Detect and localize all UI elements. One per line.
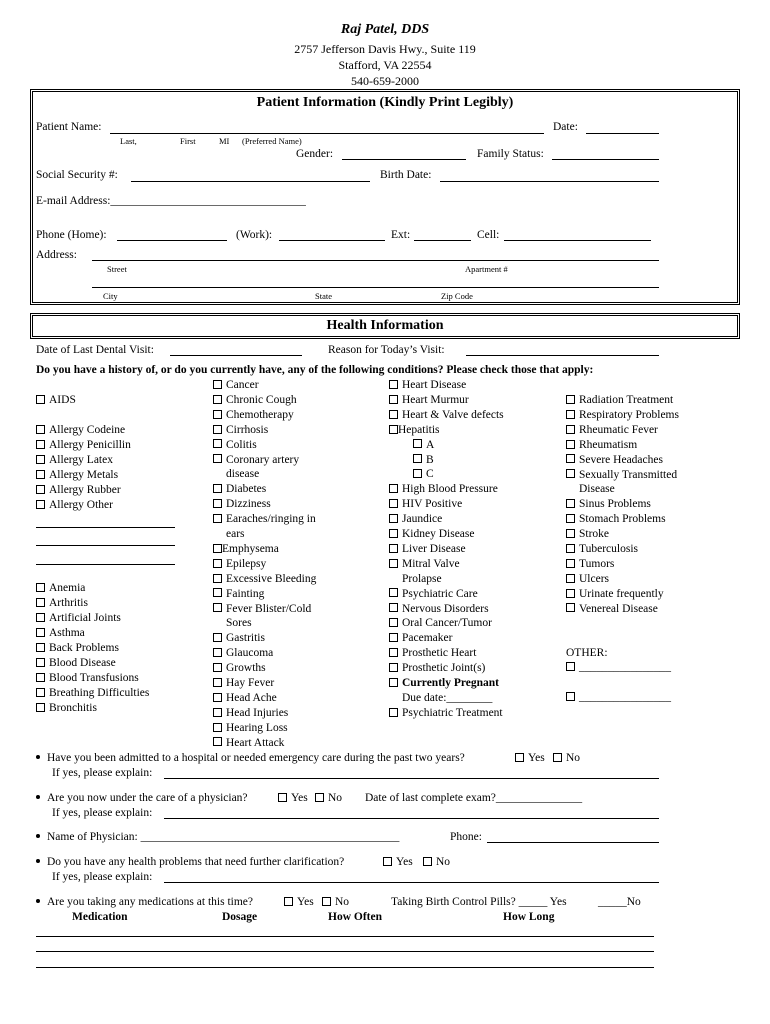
condition-stomach-problems[interactable]: Stomach Problems	[566, 513, 666, 525]
checkbox-icon[interactable]	[213, 559, 222, 568]
checkbox-icon[interactable]	[213, 648, 222, 657]
checkbox-icon[interactable]	[566, 395, 575, 404]
condition-excessive-bleeding[interactable]: Excessive Bleeding	[213, 573, 316, 585]
street-field[interactable]	[92, 260, 659, 261]
phone-work-label: (Work):	[236, 229, 273, 241]
bullet-icon	[36, 899, 40, 903]
condition-anemia[interactable]: Anemia	[36, 582, 85, 594]
checkbox-icon[interactable]	[566, 589, 575, 598]
blank-line[interactable]	[36, 527, 175, 528]
bullet-icon	[36, 859, 40, 863]
checkbox-icon[interactable]	[213, 678, 222, 687]
checkbox-icon[interactable]	[213, 633, 222, 642]
apartment-caption: Apartment #	[465, 264, 508, 274]
last-visit-label: Date of Last Dental Visit:	[36, 344, 154, 356]
bullet-icon	[36, 795, 40, 799]
checkbox-icon[interactable]	[36, 500, 45, 509]
medication-row-line[interactable]	[36, 967, 654, 968]
patient-name-field[interactable]	[110, 133, 544, 134]
checkbox-icon[interactable]	[566, 559, 575, 568]
condition-sinus-problems[interactable]: Sinus Problems	[566, 498, 651, 510]
phone-home-field[interactable]	[117, 240, 227, 241]
condition-earaches-ringing-in[interactable]: Earaches/ringing in	[213, 513, 316, 525]
condition-label-continued: Sores	[226, 617, 252, 630]
condition-fainting[interactable]: Fainting	[213, 588, 264, 600]
condition-rheumatic-fever[interactable]: Rheumatic Fever	[566, 424, 658, 436]
street-caption: Street	[107, 264, 127, 274]
question-hospital: Have you been admitted to a hospital or needed emergency care during the past two years?	[36, 752, 465, 764]
birth-date-field[interactable]	[440, 181, 659, 182]
checkbox-icon[interactable]	[566, 529, 575, 538]
condition-respiratory-problems[interactable]: Respiratory Problems	[566, 409, 679, 421]
other-label: OTHER:	[566, 647, 608, 659]
checkbox-icon[interactable]	[389, 514, 398, 523]
condition-allergy-rubber[interactable]: Allergy Rubber	[36, 484, 121, 496]
checkbox-icon[interactable]	[315, 793, 324, 802]
condition-severe-headaches[interactable]: Severe Headaches	[566, 454, 663, 466]
condition-label-continued: Prolapse	[402, 572, 442, 585]
checkbox-icon[interactable]	[36, 425, 45, 434]
patient-name-label: Patient Name:	[36, 121, 102, 133]
condition-heart-valve-defects[interactable]: Heart & Valve defects	[389, 409, 504, 421]
checkbox-icon[interactable]	[389, 410, 398, 419]
state-caption: State	[315, 291, 332, 301]
phone-home-label: Phone (Home):	[36, 229, 107, 241]
cell-field[interactable]	[504, 240, 651, 241]
address-label: Address:	[36, 249, 77, 261]
condition-hearing-loss[interactable]: Hearing Loss	[213, 722, 288, 734]
condition-back-problems[interactable]: Back Problems	[36, 642, 119, 654]
medication-header: Medication	[72, 911, 128, 923]
sub-preferred: (Preferred Name)	[242, 136, 302, 146]
reason-label: Reason for Today’s Visit:	[328, 344, 445, 356]
sub-last: Last,	[120, 136, 137, 146]
city-caption: City	[103, 291, 118, 301]
checkbox-icon[interactable]	[389, 633, 398, 642]
condition-allergy-other[interactable]: Allergy Other	[36, 499, 113, 511]
hospital-no[interactable]: No	[553, 752, 580, 764]
condition-heart-disease[interactable]: Heart Disease	[389, 379, 466, 391]
checkbox-icon[interactable]	[566, 662, 575, 671]
physician-phone-label: Phone:	[450, 831, 482, 843]
last-exam-field[interactable]: Date of last complete exam?_______________	[365, 792, 583, 804]
hospital-explain-field[interactable]	[164, 778, 659, 779]
hospital-yes[interactable]: Yes	[515, 752, 545, 764]
checkbox-icon[interactable]	[389, 499, 398, 508]
other-item-2[interactable]: ________________	[566, 691, 671, 703]
physician-no[interactable]: No	[315, 792, 342, 804]
condition-gastritis[interactable]: Gastritis	[213, 632, 265, 644]
checkbox-icon[interactable]	[389, 395, 398, 404]
ext-field[interactable]	[414, 240, 471, 241]
checkbox-icon[interactable]	[36, 658, 45, 667]
condition-stroke[interactable]: Stroke	[566, 528, 609, 540]
physician-phone-field[interactable]	[487, 842, 659, 843]
clarification-explain-label: If yes, please explain:	[52, 871, 153, 883]
condition-kidney-disease[interactable]: Kidney Disease	[389, 528, 475, 540]
checkbox-icon[interactable]	[383, 857, 392, 866]
zip-caption: Zip Code	[441, 291, 473, 301]
office-address-line1: 2757 Jefferson Davis Hwy., Suite 119	[294, 42, 476, 56]
date-field[interactable]	[586, 133, 659, 134]
condition-chronic-cough[interactable]: Chronic Cough	[213, 394, 297, 406]
condition-hiv-positive[interactable]: HIV Positive	[389, 498, 462, 510]
checkbox-icon[interactable]	[566, 425, 575, 434]
office-address-line2: Stafford, VA 22554	[338, 58, 432, 72]
checkbox-icon[interactable]	[322, 897, 331, 906]
checkbox-icon[interactable]	[566, 692, 575, 701]
checkbox-icon[interactable]	[213, 425, 222, 434]
checkbox-icon[interactable]	[566, 574, 575, 583]
condition-aids[interactable]: AIDS	[36, 394, 76, 406]
checkbox-icon[interactable]	[566, 544, 575, 553]
doctor-name: Raj Patel, DDS	[340, 22, 430, 37]
medication-row-line[interactable]	[36, 951, 654, 952]
checkbox-icon[interactable]	[36, 703, 45, 712]
checkbox-icon[interactable]	[389, 559, 398, 568]
condition-arthritis[interactable]: Arthritis	[36, 597, 88, 609]
condition-cancer[interactable]: Cancer	[213, 379, 259, 391]
checkbox-icon[interactable]	[389, 529, 398, 538]
clarification-yes[interactable]: Yes	[383, 856, 413, 868]
family-status-label: Family Status:	[477, 148, 544, 160]
condition-dizziness[interactable]: Dizziness	[213, 498, 271, 510]
condition-blood-transfusions[interactable]: Blood Transfusions	[36, 672, 139, 684]
checkbox-icon[interactable]	[553, 753, 562, 762]
condition-psychiatric-care[interactable]: Psychiatric Care	[389, 588, 478, 600]
condition-urinate-frequently[interactable]: Urinate frequently	[566, 588, 664, 600]
condition-ulcers[interactable]: Ulcers	[566, 573, 609, 585]
medication-row-line[interactable]	[36, 936, 654, 937]
gender-label: Gender:	[296, 148, 334, 160]
condition-head-injuries[interactable]: Head Injuries	[213, 707, 288, 719]
condition-chemotherapy[interactable]: Chemotherapy	[213, 409, 294, 421]
condition-hepatitis[interactable]: Hepatitis	[389, 424, 440, 436]
condition-growths[interactable]: Growths	[213, 662, 266, 674]
checkbox-icon[interactable]	[213, 514, 222, 523]
checkbox-icon[interactable]	[284, 897, 293, 906]
condition-currently-pregnant[interactable]: Currently Pregnant	[389, 677, 499, 689]
ssn-field[interactable]	[131, 181, 370, 182]
condition-fever-blister-cold[interactable]: Fever Blister/Cold	[213, 603, 311, 615]
family-status-field[interactable]	[552, 159, 659, 160]
condition-allergy-latex[interactable]: Allergy Latex	[36, 454, 113, 466]
bullet-icon	[36, 834, 40, 838]
medications-no[interactable]: No	[322, 896, 349, 908]
condition-blood-disease[interactable]: Blood Disease	[36, 657, 116, 669]
checkbox-icon[interactable]	[413, 454, 422, 463]
sub-first: First	[180, 136, 196, 146]
condition-breathing-difficulties[interactable]: Breathing Difficulties	[36, 687, 149, 699]
condition-label-continued: Disease	[579, 483, 615, 496]
checkbox-icon[interactable]	[213, 693, 222, 702]
checkbox-icon[interactable]	[389, 603, 398, 612]
patient-info-title: Patient Information (Kindly Print Legibly)	[256, 95, 514, 110]
checkbox-icon[interactable]	[389, 708, 398, 717]
checkbox-icon[interactable]	[389, 663, 398, 672]
checkbox-icon[interactable]	[389, 425, 398, 434]
checkbox-icon[interactable]	[566, 454, 575, 463]
condition-high-blood-pressure[interactable]: High Blood Pressure	[389, 483, 498, 495]
condition-allergy-codeine[interactable]: Allergy Codeine	[36, 424, 125, 436]
condition-prosthetic-joint-s[interactable]: Prosthetic Joint(s)	[389, 662, 485, 674]
question-clarification: Do you have any health problems that need further clarification?	[36, 856, 344, 868]
condition-prosthetic-heart[interactable]: Prosthetic Heart	[389, 647, 476, 659]
checkbox-icon[interactable]	[213, 737, 222, 746]
reason-field[interactable]	[466, 355, 659, 356]
checkbox-icon[interactable]	[389, 648, 398, 657]
condition-sexually-transmitted[interactable]: Sexually Transmitted	[566, 469, 677, 481]
birth-control-no-field[interactable]: _____No	[598, 896, 641, 908]
condition-jaundice[interactable]: Jaundice	[389, 513, 442, 525]
checkbox-icon[interactable]	[389, 618, 398, 627]
dosage-header: Dosage	[222, 911, 258, 923]
checkbox-icon[interactable]	[36, 598, 45, 607]
checkbox-icon[interactable]	[213, 708, 222, 717]
conditions-question: Do you have a history of, or do you currently have, any of the following conditions? Please check those that apply:	[36, 364, 594, 376]
checkbox-icon[interactable]	[423, 857, 432, 866]
condition-heart-murmur[interactable]: Heart Murmur	[389, 394, 469, 406]
condition-liver-disease[interactable]: Liver Disease	[389, 543, 466, 555]
checkbox-icon[interactable]	[36, 485, 45, 494]
physician-name-field[interactable]: Name of Physician: _____________________________________________	[36, 831, 399, 843]
ssn-label: Social Security #:	[36, 169, 118, 181]
question-medications: Are you taking any medications at this time?	[36, 896, 253, 908]
condition-label-continued: disease	[226, 468, 260, 481]
checkbox-icon[interactable]	[566, 440, 575, 449]
gender-field[interactable]	[342, 159, 466, 160]
checkbox-icon[interactable]	[213, 484, 222, 493]
physician-yes[interactable]: Yes	[278, 792, 308, 804]
checkbox-icon[interactable]	[213, 588, 222, 597]
question-physician: Are you now under the care of a physician?	[36, 792, 248, 804]
condition-bronchitis[interactable]: Bronchitis	[36, 702, 97, 714]
condition-c[interactable]: C	[413, 468, 434, 480]
physician-explain-field[interactable]	[164, 818, 659, 819]
checkbox-icon[interactable]	[566, 603, 575, 612]
checkbox-icon[interactable]	[36, 455, 45, 464]
other-item-1[interactable]: ________________	[566, 661, 671, 673]
date-label: Date:	[553, 121, 578, 133]
blank-line[interactable]	[36, 564, 175, 565]
birth-control-yes-field[interactable]: Taking Birth Control Pills? _____ Yes	[391, 896, 567, 908]
checkbox-icon[interactable]	[213, 723, 222, 732]
checkbox-icon[interactable]	[213, 499, 222, 508]
condition-venereal-disease[interactable]: Venereal Disease	[566, 603, 658, 615]
checkbox-icon[interactable]	[566, 514, 575, 523]
clarification-no[interactable]: No	[423, 856, 450, 868]
how-often-header: How Often	[328, 911, 382, 923]
clarification-explain-field[interactable]	[164, 882, 659, 883]
blank-line[interactable]	[36, 545, 175, 546]
checkbox-icon[interactable]	[36, 613, 45, 622]
condition-psychiatric-treatment[interactable]: Psychiatric Treatment	[389, 707, 503, 719]
condition-label-continued: ears	[226, 528, 245, 540]
checkbox-icon[interactable]	[389, 544, 398, 553]
condition-tumors[interactable]: Tumors	[566, 558, 614, 570]
checkbox-icon[interactable]	[213, 410, 222, 419]
checkbox-icon[interactable]	[278, 793, 287, 802]
condition-nervous-disorders[interactable]: Nervous Disorders	[389, 603, 489, 615]
ext-label: Ext:	[391, 229, 411, 241]
checkbox-icon[interactable]	[213, 454, 222, 463]
checkbox-icon[interactable]	[36, 440, 45, 449]
sub-mi: MI	[219, 136, 230, 146]
hospital-explain-label: If yes, please explain:	[52, 767, 153, 779]
last-visit-field[interactable]	[170, 355, 302, 356]
condition-rheumatism[interactable]: Rheumatism	[566, 439, 637, 451]
checkbox-icon[interactable]	[213, 544, 222, 553]
condition-emphysema[interactable]: Emphysema	[213, 543, 279, 555]
checkbox-icon[interactable]	[36, 673, 45, 682]
checkbox-icon[interactable]	[213, 380, 222, 389]
health-info-title: Health Information	[326, 318, 444, 333]
checkbox-icon[interactable]	[36, 643, 45, 652]
checkbox-icon[interactable]	[413, 469, 422, 478]
condition-cirrhosis[interactable]: Cirrhosis	[213, 424, 268, 436]
condition-label-continued: Due date:________	[402, 691, 493, 704]
checkbox-icon[interactable]	[389, 380, 398, 389]
checkbox-icon[interactable]	[36, 628, 45, 637]
condition-mitral-valve[interactable]: Mitral Valve	[389, 558, 460, 570]
condition-hay-fever[interactable]: Hay Fever	[213, 677, 274, 689]
checkbox-icon[interactable]	[566, 469, 575, 478]
checkbox-icon[interactable]	[413, 439, 422, 448]
condition-asthma[interactable]: Asthma	[36, 627, 85, 639]
condition-tuberculosis[interactable]: Tuberculosis	[566, 543, 638, 555]
office-phone: 540-659-2000	[351, 74, 419, 88]
bullet-icon	[36, 755, 40, 759]
checkbox-icon[interactable]	[36, 583, 45, 592]
checkbox-icon[interactable]	[213, 439, 222, 448]
birth-date-label: Birth Date:	[380, 169, 432, 181]
condition-a[interactable]: A	[413, 439, 434, 451]
checkbox-icon[interactable]	[213, 663, 222, 672]
condition-diabetes[interactable]: Diabetes	[213, 483, 266, 495]
condition-heart-attack[interactable]: Heart Attack	[213, 737, 284, 749]
condition-allergy-metals[interactable]: Allergy Metals	[36, 469, 118, 481]
checkbox-icon[interactable]	[36, 470, 45, 479]
condition-colitis[interactable]: Colitis	[213, 439, 257, 451]
medications-yes[interactable]: Yes	[284, 896, 314, 908]
condition-epilepsy[interactable]: Epilepsy	[213, 558, 266, 570]
condition-oral-cancer-tumor[interactable]: Oral Cancer/Tumor	[389, 617, 492, 629]
cell-label: Cell:	[477, 229, 500, 241]
condition-b[interactable]: B	[413, 454, 434, 466]
how-long-header: How Long	[503, 911, 555, 923]
condition-pacemaker[interactable]: Pacemaker	[389, 632, 452, 644]
checkbox-icon[interactable]	[515, 753, 524, 762]
condition-allergy-penicillin[interactable]: Allergy Penicillin	[36, 439, 131, 451]
checkbox-icon[interactable]	[566, 410, 575, 419]
checkbox-icon[interactable]	[213, 395, 222, 404]
checkbox-icon[interactable]	[566, 499, 575, 508]
city-state-zip-field[interactable]	[92, 287, 659, 288]
checkbox-icon[interactable]	[389, 678, 398, 687]
checkbox-icon[interactable]	[36, 395, 45, 404]
condition-glaucoma[interactable]: Glaucoma	[213, 647, 273, 659]
checkbox-icon[interactable]	[36, 688, 45, 697]
physician-explain-label: If yes, please explain:	[52, 807, 153, 819]
condition-head-ache[interactable]: Head Ache	[213, 692, 277, 704]
condition-radiation-treatment[interactable]: Radiation Treatment	[566, 394, 673, 406]
checkbox-icon[interactable]	[389, 484, 398, 493]
email-field[interactable]: E-mail Address:__________________________________	[36, 195, 306, 207]
phone-work-field[interactable]	[279, 240, 385, 241]
checkbox-icon[interactable]	[213, 603, 222, 612]
condition-artificial-joints[interactable]: Artificial Joints	[36, 612, 121, 624]
checkbox-icon[interactable]	[389, 588, 398, 597]
condition-coronary-artery[interactable]: Coronary artery	[213, 454, 299, 466]
checkbox-icon[interactable]	[213, 574, 222, 583]
